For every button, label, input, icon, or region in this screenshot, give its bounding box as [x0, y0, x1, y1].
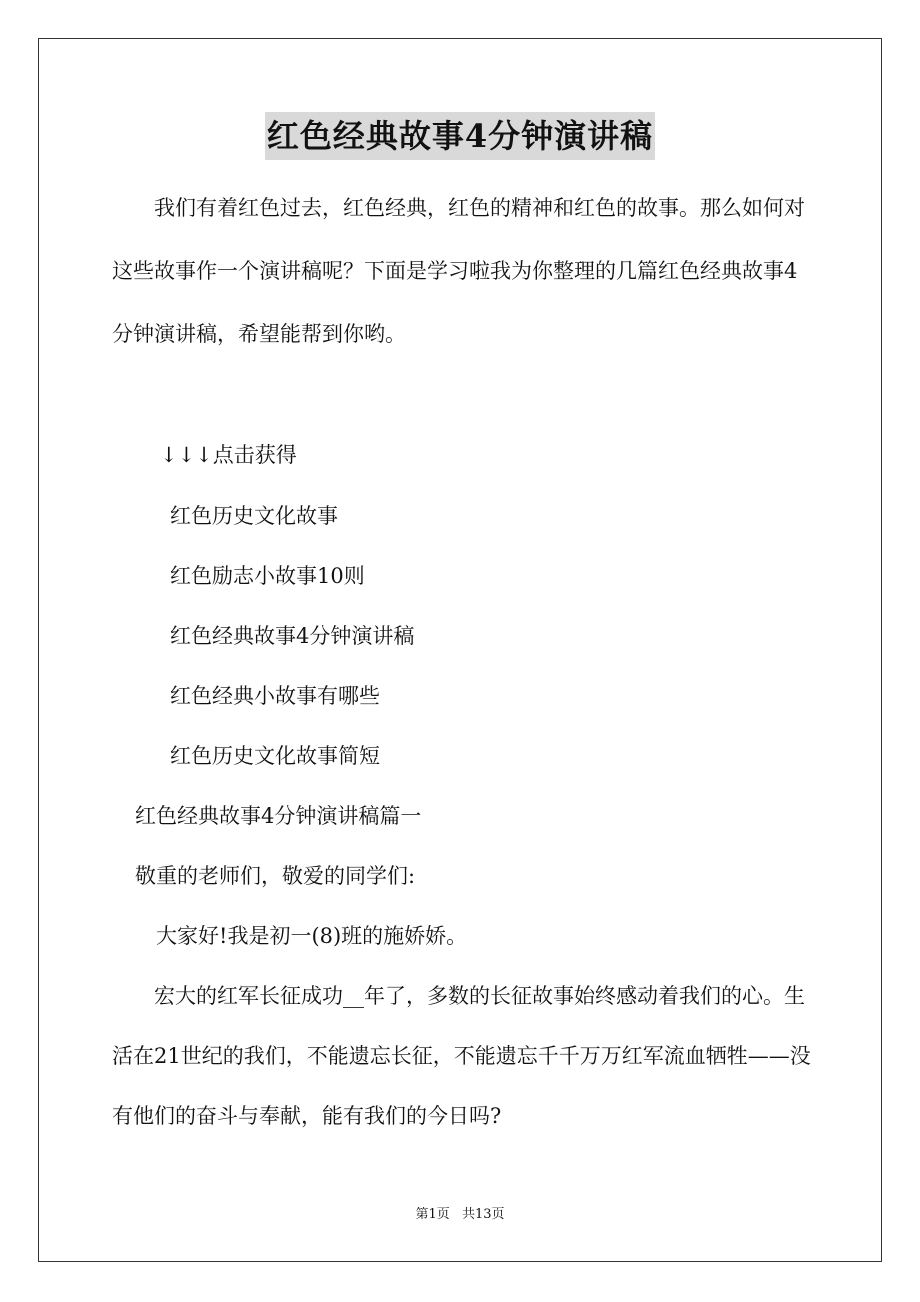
- related-link[interactable]: 红色经典小故事有哪些: [170, 684, 380, 708]
- links-header: ↓↓↓点击获得: [160, 443, 297, 467]
- salutation: 敬重的老师们，敬爱的同学们:: [135, 864, 416, 888]
- related-link[interactable]: 红色经典故事4分钟演讲稿: [170, 624, 415, 648]
- related-link[interactable]: 红色历史文化故事简短: [170, 744, 380, 768]
- related-link[interactable]: 红色历史文化故事: [170, 504, 338, 528]
- title-container: [0, 112, 920, 160]
- section-heading: 红色经典故事4分钟演讲稿篇一: [135, 804, 422, 828]
- related-link[interactable]: 红色励志小故事10则: [170, 564, 365, 588]
- intro-paragraph: 我们有着红色过去，红色经典，红色的精神和红色的故事。那么如何对这些故事作一个演讲稿呢？下面是学习啦我为你整理的几篇红色经典故事4分钟演讲稿，希望能帮到你哟。: [112, 196, 805, 346]
- document-title: 红色经典故事4分钟演讲稿: [265, 112, 655, 160]
- greeting: 大家好!我是初一(8)班的施娇娇。: [156, 924, 468, 948]
- body-paragraph: 宏大的红军长征成功__年了，多数的长征故事始终感动着我们的心。生活在21世纪的我们，不能遗忘长征，不能遗忘千千万万红军流血牺牲——没有他们的奋斗与奉献，能有我们的今日吗?: [112, 984, 811, 1128]
- page-footer: [0, 1205, 920, 1225]
- page-total: 共13页: [461, 1207, 505, 1222]
- page-number: 第1页: [415, 1207, 450, 1222]
